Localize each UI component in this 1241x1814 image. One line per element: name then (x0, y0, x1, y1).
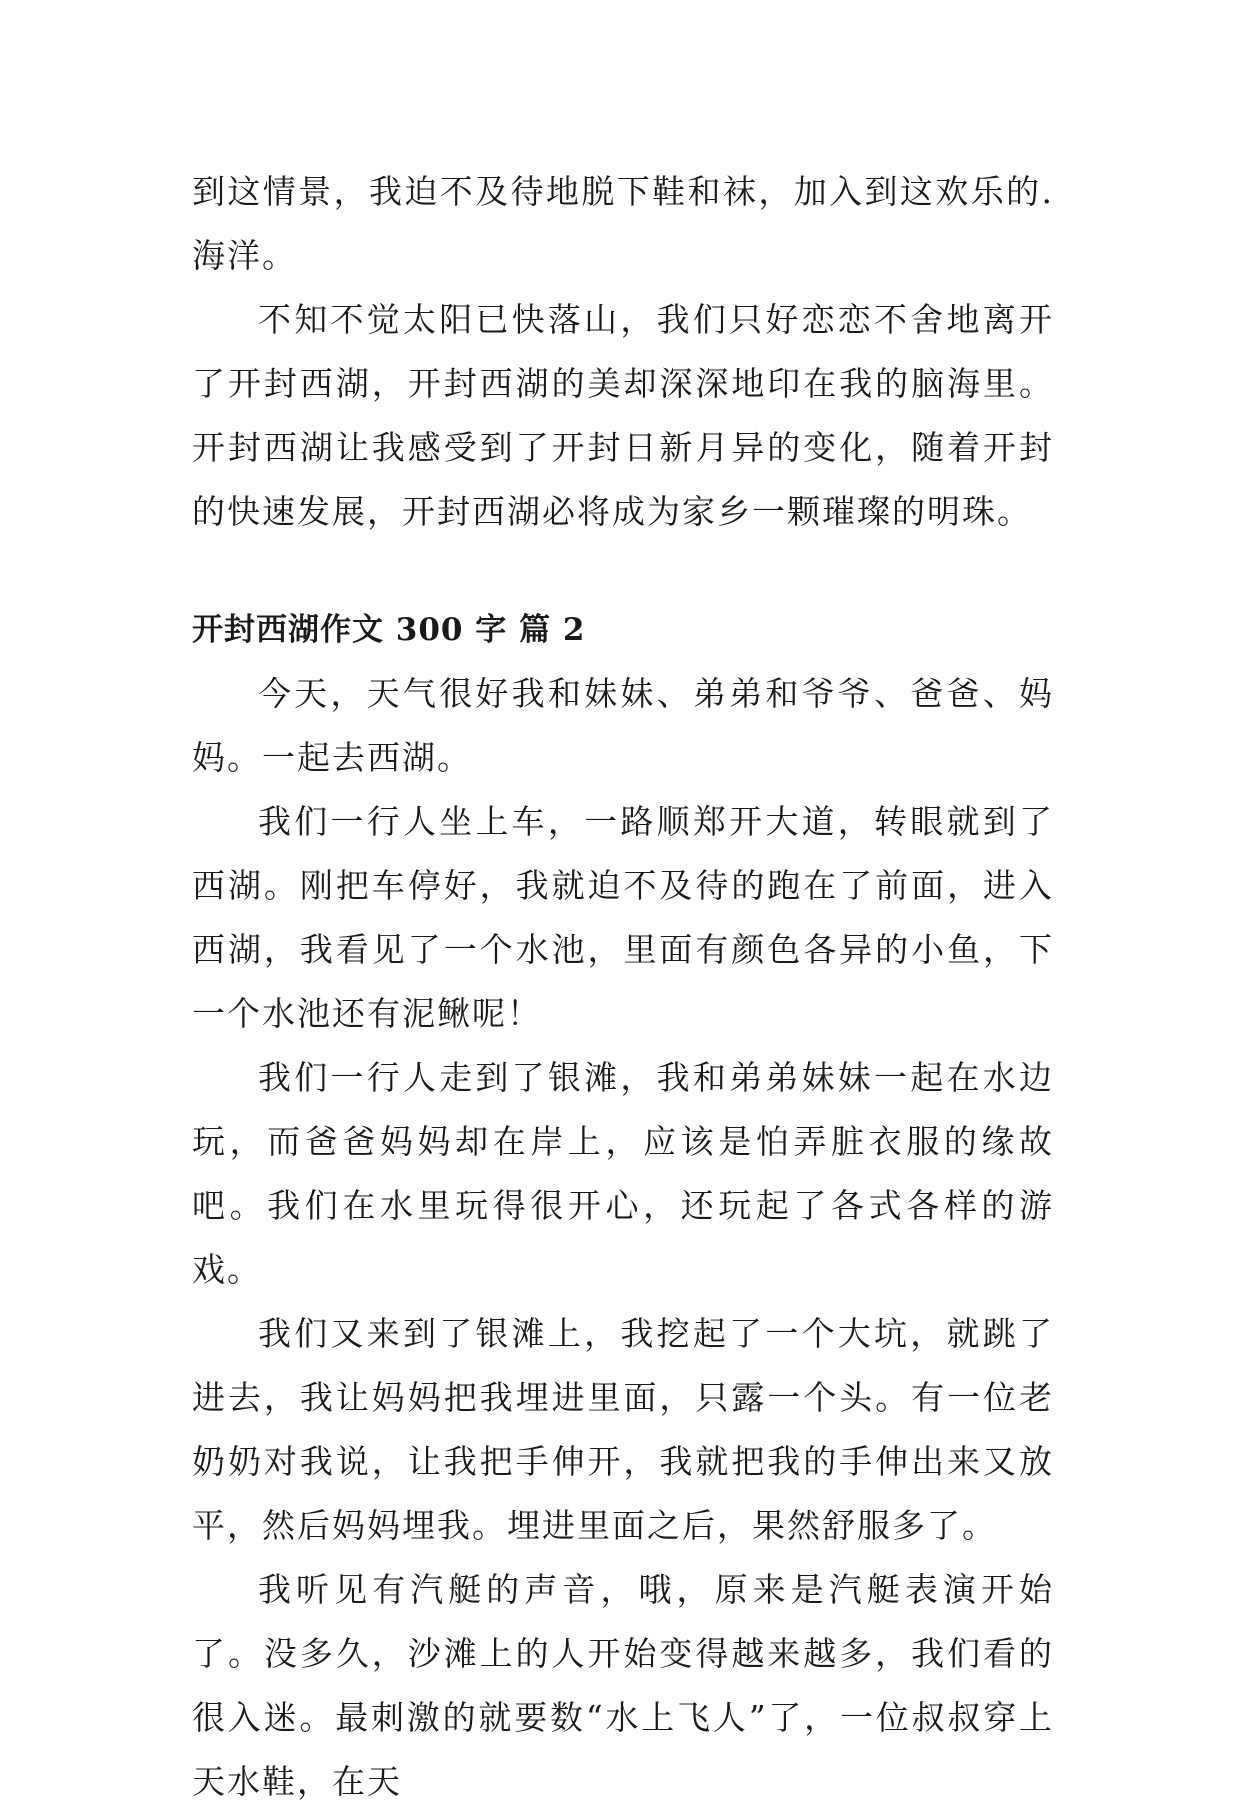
document-body (192, 160, 1054, 1814)
paragraph-continued: 到这情景，我迫不及待地脱下鞋和袜，加入到这欢乐的.海洋。 (192, 172, 1054, 275)
paragraph-arrival: 我们一行人坐上车，一路顺郑开大道，转眼就到了西湖。刚把车停好，我就迫不及待的跑在了前面，进入西湖，我看见了一个水池，里面有颜色各异的小鱼，下一个水池还有泥鳅呢！ (192, 802, 1054, 1033)
paragraph-silver-beach: 我们一行人走到了银滩，我和弟弟妹妹一起在水边玩，而爸爸妈妈却在岸上，应该是怕弄脏衣服的缘故吧。我们在水里玩得很开心，还玩起了各式各样的游戏。 (192, 1058, 1054, 1289)
section-heading: 开封西湖作文 300 字 篇 2 (192, 612, 586, 648)
paragraph-sand-pit: 我们又来到了银滩上，我挖起了一个大坑，就跳了进去，我让妈妈把我埋进里面，只露一个头。有一位老奶奶对我说，让我把手伸开，我就把我的手伸出来又放平，然后妈妈埋我。埋进里面之后，果然舒服多了。 (192, 1314, 1054, 1545)
paragraph-speedboat: 我听见有汽艇的声音，哦，原来是汽艇表演开始了。没多久，沙滩上的人开始变得越来越多，我们看的很入迷。最刺激的就要数“水上飞人”了，一位叔叔穿上天水鞋，在天 (192, 1570, 1054, 1801)
paragraph-intro: 今天，天气很好我和妹妹、弟弟和爷爷、爸爸、妈妈。一起去西湖。 (192, 674, 1054, 777)
paragraph-closing: 不知不觉太阳已快落山，我们只好恋恋不舍地离开了开封西湖，开封西湖的美却深深地印在我的脑海里。开封西湖让我感受到了开封日新月异的变化，随着开封的快速发展，开封西湖必将成为家乡一颗璀璨的明珠。 (192, 300, 1054, 531)
